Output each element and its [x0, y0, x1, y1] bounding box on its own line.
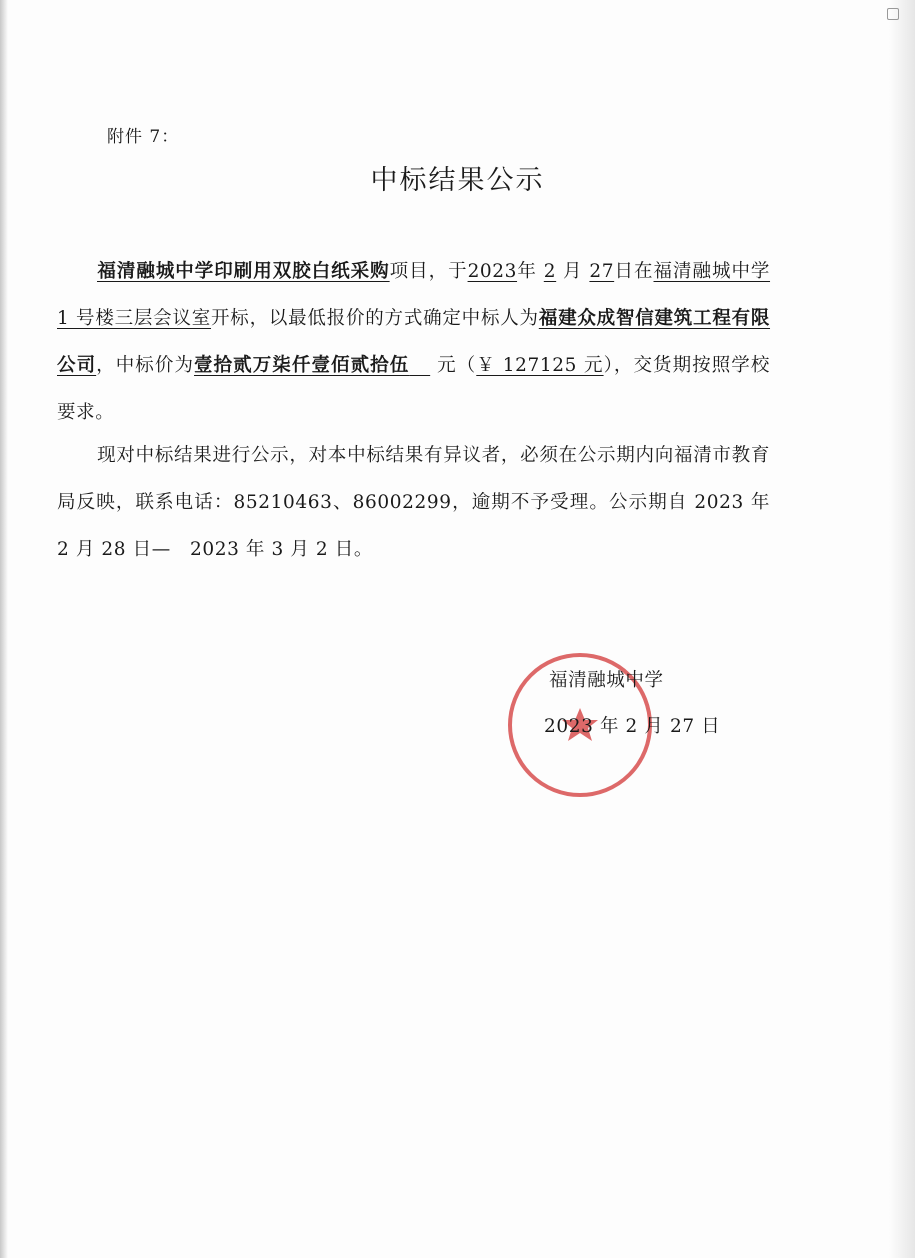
open-year: 2023: [467, 261, 518, 282]
price-in-words: 壹拾贰万柒仟壹佰贰拾伍: [194, 355, 410, 376]
notice-paragraph: [57, 432, 770, 573]
attachment-label: 附件 7：: [107, 127, 180, 147]
venue: 福清融城中学 1 号楼三层会议室: [57, 261, 771, 329]
text-segment: 日在: [614, 261, 654, 282]
text-segment: ，中标价为: [96, 355, 195, 376]
text-segment: ），交货期按照学校要求。: [57, 355, 770, 423]
open-month: 2: [543, 261, 557, 282]
text-segment: （: [456, 355, 477, 376]
result-paragraph: [57, 248, 770, 436]
signature-date: 2023 年 2 月 27 日: [544, 716, 721, 737]
text-segment: 年: [517, 261, 537, 282]
project-name: 福清融城中学印刷用双胶白纸采购: [97, 261, 390, 282]
price-amount: ￥ 127125 元: [476, 355, 604, 376]
winning-bidder: 福建众成智信建筑工程有限公司: [57, 308, 771, 376]
page-title: 中标结果公示: [370, 165, 545, 196]
scan-corner-mark: [887, 8, 899, 20]
text-segment: 月: [563, 261, 583, 282]
text-segment: 元: [437, 355, 457, 376]
text-segment: 项目，于: [389, 261, 468, 282]
text-segment: 开标，以最低报价的方式确定中标人为: [211, 308, 539, 329]
open-day: 27: [589, 261, 615, 282]
signature-organization: 福清融城中学: [549, 670, 664, 691]
notice-text: 现对中标结果进行公示，对本中标结果有异议者，必须在公示期内向福清市教育局反映，联系电话：85210463、86002299，逾期不予受理。公示期自 2023 年 2 月 28 日— 2023 年 3 月 2 日。: [57, 445, 770, 560]
